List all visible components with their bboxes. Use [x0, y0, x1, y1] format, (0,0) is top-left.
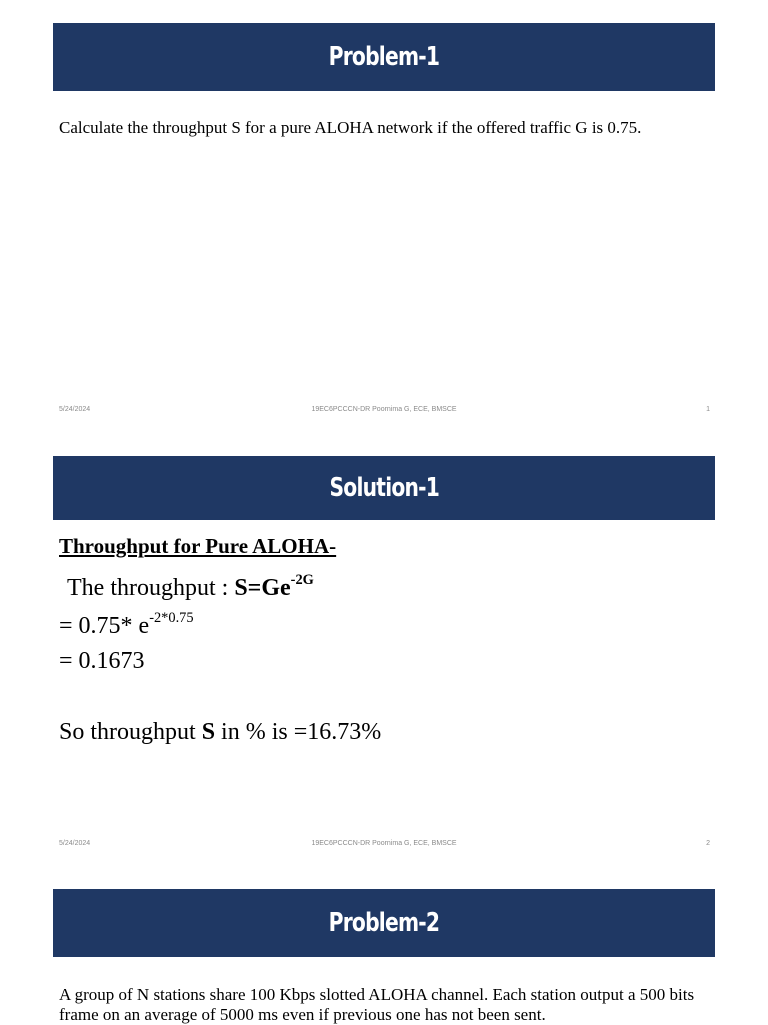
line-3-text: = 0.1673: [59, 648, 145, 674]
line-2-base: = 0.75* e: [59, 613, 150, 639]
line-1-prefix: The throughput :: [67, 575, 235, 601]
line-1-formula: S=Ge: [234, 575, 291, 601]
slide-2-footer-date: 5/24/2024: [59, 840, 91, 847]
slide-2-footer-center: 19EC6PCCCN-DR Poornima G, ECE, BMSCE: [311, 840, 457, 847]
line-4-bold: S: [201, 719, 216, 745]
line-1-exponent: -2G: [290, 571, 314, 588]
slide-1-footer-number: 1: [706, 406, 710, 413]
slide-3-problem-text: A group of N stations share 100 Kbps slotted ALOHA channel. Each station output a 500 bits frame on an average of 5000 ms even if previous one has not been sent.: [59, 985, 695, 1024]
line-2-exponent: -2*0.75: [149, 609, 194, 626]
slide-1-title: Problem-1: [328, 42, 440, 72]
slide-2-footer-number: 2: [706, 840, 710, 847]
slide-3-title: Problem-2: [328, 908, 440, 938]
slide-1-footer-date: 5/24/2024: [59, 406, 91, 413]
line-4-suffix: in % is =16.73%: [215, 719, 382, 745]
slide-3-title-bar: [53, 889, 715, 957]
line-4-prefix: So throughput: [59, 719, 202, 745]
slide-1-problem-text: Calculate the throughput S for a pure ALOHA network if the offered traffic G is 0.75.: [59, 118, 642, 137]
slide-1-footer-center: 19EC6PCCCN-DR Poornima G, ECE, BMSCE: [311, 406, 457, 413]
slide-2-title: Solution-1: [329, 473, 439, 503]
solution-heading-text: Throughput for Pure ALOHA-: [59, 534, 337, 558]
